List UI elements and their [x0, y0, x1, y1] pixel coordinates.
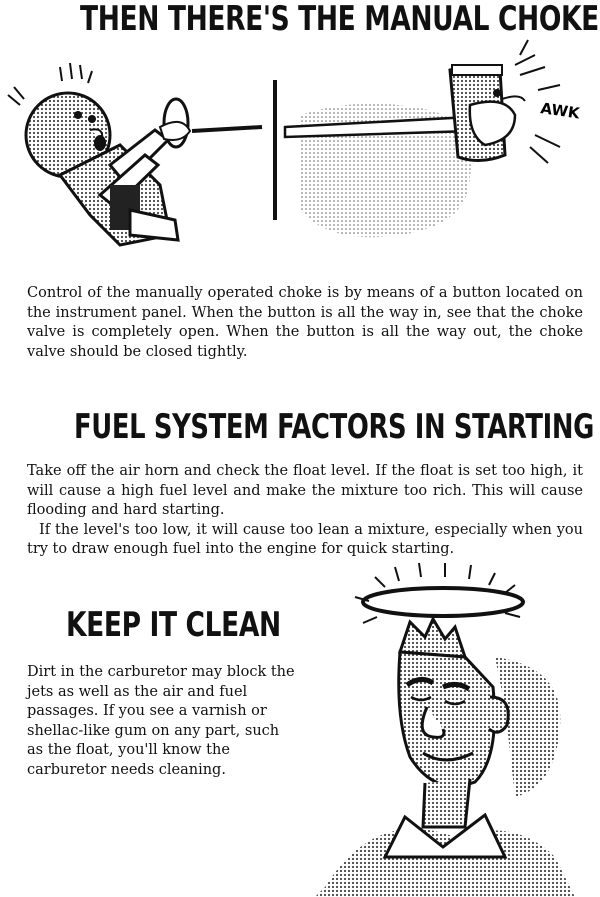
driver-pulling-choke-cartoon-icon	[0, 35, 600, 280]
heading-fuel-system: FUEL SYSTEM FACTORS IN STARTING	[74, 407, 594, 447]
man-with-halo-cartoon-icon	[315, 557, 595, 897]
heading-keep-clean: KEEP IT CLEAN	[66, 605, 281, 645]
heading-manual-choke: THEN THERE'S THE MANUAL CHOKE	[80, 0, 599, 39]
paragraph-clean: Dirt in the carburetor may block the jets as well as the air and fuel passages. If you see a varnish or shellac-like gum on any part, such as the float, you'll know the carburetor needs cleaning.	[27, 664, 295, 778]
paragraph-float-level: Take off the air horn and check the float level. If the float is set too high, it will cause a high fuel level and make the mixture too rich. This will cause flooding and hard starting.	[27, 463, 583, 518]
awk-caption: AWK	[539, 99, 581, 123]
paragraph-level-low: If the level's too low, it will cause too lean a mixture, especially when you try to draw enough fuel into the engine for quick starting.	[27, 521, 583, 557]
fuel-system-text	[27, 462, 583, 560]
paragraph-choke: Control of the manually operated choke is by means of a button located on the instrument panel. When the button is all the way in, see that the choke valve is completely open. When the button is all the way out, the choke valve should be closed tightly.	[27, 285, 583, 360]
